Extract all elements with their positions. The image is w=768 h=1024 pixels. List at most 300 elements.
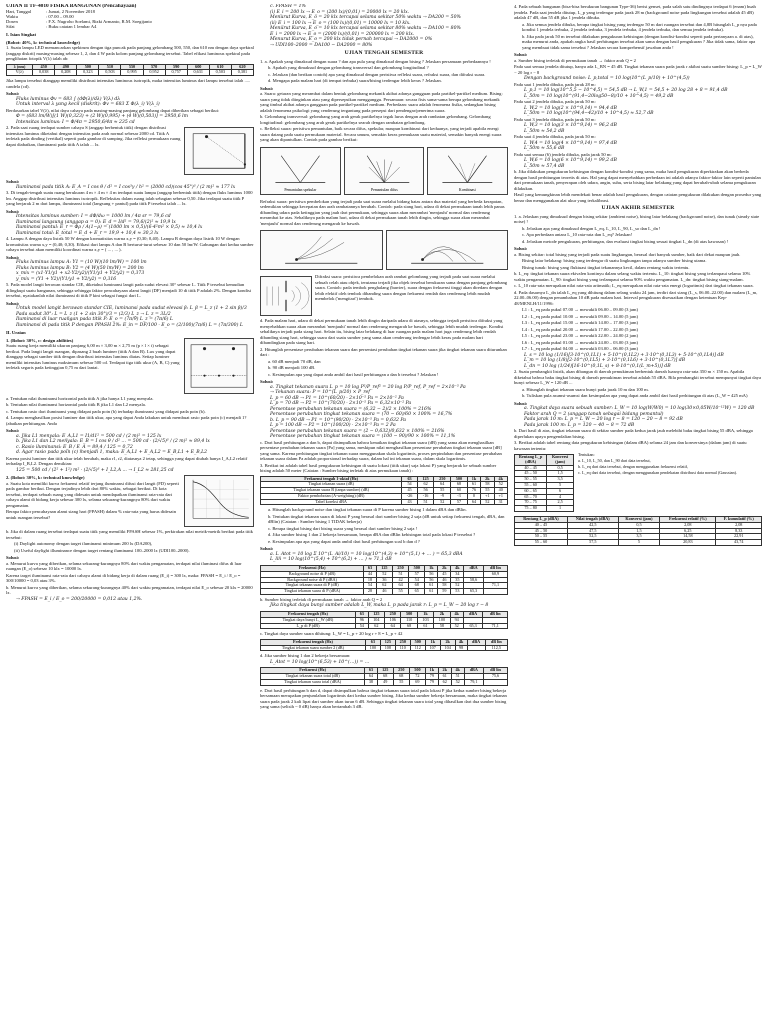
reflection-combined-figure xyxy=(427,147,508,195)
question-part: c. Jelaskan (dan berikan contoh) apa yang dimaksud dengan peristiwa refleksi suara, refraksi suara, dan difraksi suara. xyxy=(268,71,486,77)
solution-text: a. Menurut kurva yang diberikan, selama sekurang-kurangnya 80% dari waktu pengamatan, terdapat nilai iluminasi difus di luar ruangan (E_o) sebesar 10 klx = 10000 lx. xyxy=(6,560,242,572)
equation: Menurut Kurva, E_o = 20 klx tercapai selama sekitar 50% waktu → DA200 = 50% xyxy=(270,15,461,20)
table-header-cell: dBA xyxy=(463,611,483,617)
question-part: a. Jika semua jendela dibuka, berapa tingkat bising yang terdengar 50 m dari ruangan tersebut dan 4,8B hitunglah L_p nya pada kondisi 1 jendela terbuka, 2 jendela terbuka, 3 jendela terbuka, 4 jendela terbuka, dan semua jendela terbuka). xyxy=(522,21,757,32)
table-cell: 0,5 xyxy=(547,465,574,471)
table-cell: 79,1 xyxy=(464,680,483,686)
solution-text: d. Pada malam hari, udara di dekat permukaan tanah lebih dingin daripada udara di atasnya, sehingga terjadi peristiwa difraksi yang menyebabkan suara akan merambat 'menjauhi' normal dan cenderung mengarah ke bawah, sehingga lebih mudah terdengar. Kondisi sebaliknya terjadi pada siang hari. Selain itu, bising latar belakang di luar ruangan pada malam hari juga cenderung lebih rendah dibanding siang hari, sehingga suara dari suatu sumber yang sama akan cenderung terdengar lebih keras pada malam hari dibandingkan pada siang hari. xyxy=(260,318,504,345)
table-cell: 96 xyxy=(355,617,368,623)
list-item: L5 : L_eq pada pukul 23.00 → mewakili 22.00 – 24.00 (2 jam) xyxy=(522,333,638,338)
equation: Iluminansi di pada titik P dengan PPASH 2%: E_in = DF/100 · E_o = (2/100)(7π/6) L = (7π/300) L xyxy=(16,322,243,328)
table-header-cell: dB lin xyxy=(483,668,507,674)
question-part: d. Jelaskan metode pengukuran, perhitungan, dan evaluasi tingkat bising sesuai tingkat L_dn (di atas kawasan) ! xyxy=(522,238,729,244)
source-2-table xyxy=(260,639,508,652)
table-cell: 64 xyxy=(467,499,480,505)
question-part: (ii) Useful daylight illuminance dengan target rentang iluminansi 100–2000 lx (UDI100–2000). xyxy=(14,547,190,553)
table-header-cell: 63 xyxy=(365,639,380,645)
table-header-cell: 4k xyxy=(451,565,464,571)
table-cell: 68 xyxy=(409,583,425,589)
table-cell: 0,208 xyxy=(55,70,77,76)
equation: L_50m = 10 log(10^(94,4−42)/10 + 10^4,5) ≈ 52,7 dB xyxy=(524,111,654,116)
solution-text: b. Gelombang transversal: gelombang yang arah gerak partikelnya tegak lurus dengan arah rambatan gelombang. Gelombang longitudinal: gelombang yang arah gerak partikelnya searah dengan rambatan gelombang. xyxy=(260,114,491,125)
question-7-block xyxy=(6,473,254,529)
solution-heading: Solusi: xyxy=(6,555,20,561)
equation: Faktor arah Q = 2 (anggap tanah sebagai bidang pemantul) xyxy=(524,411,664,417)
table-header-cell: dB lin xyxy=(483,565,507,571)
table-header-cell: λ (nm) xyxy=(7,64,33,70)
table-cell: 51 xyxy=(451,674,464,680)
table-cell: 40 xyxy=(494,488,507,494)
column-middle xyxy=(260,4,508,1020)
table-header-cell: 2k xyxy=(434,611,450,617)
table-cell: 55 xyxy=(481,488,494,494)
table-cell: 3,5 xyxy=(547,477,574,483)
reflection-specular-figure xyxy=(260,147,341,195)
question-text: 2. Hitunglah persentase perubahan tekanan suara dan persentasi perubahan tingkat tekanan suara jika tingkat tekanan suara diturunkan dari : xyxy=(260,346,507,357)
question-weight: (Bobot: 40%, k: technical knowledge) xyxy=(6,39,80,45)
solution-text: b. L_eq: tingkat tekanan suara ekivalen kontinyu dalam selang waktu tertentu. L_10: tingkat bising yang terlampaui selama 10% waktu pengamatan. L_90: tingkat bising yang terlampaui selama 90% waktu pengamatan. L_dn: tingkat bising siang-malam. xyxy=(514,271,751,282)
table-row xyxy=(515,540,762,546)
question-text: 5. Pada model langit berawan standar CIE, diketahui luminansi langit pada sudut elevasi 30° sebesar L. Titik P tersebut kemudian dilingkupi suatu bangunan, sehingga sehingga faktor pencahayaan alami langit (DF) menjadi 10 di titik P adalah 2%. Dengan kondisi tersebut, nyatakanlah nilai iluminansi di titik P kini sebagai fungsi dari L. xyxy=(6,282,252,299)
question-part: e. Kesimpulan apa apa yang dapat anda ambil dari hasil perhitungan soal b dan d ? xyxy=(268,538,420,544)
table-cell: 56 xyxy=(425,577,438,583)
table-cell: 58 xyxy=(438,583,451,589)
table-cell: 55 xyxy=(392,589,408,595)
equation: Fluks luminus Φv = 683 ∫ (dΦ(λ)/dλ) V(λ) dλ xyxy=(16,96,121,102)
solution-text: a. Bising sekitar: total bising yang terjadi pada suatu lingkungan, berasal dari banyak sumber, baik dari dekat maupun jauh. xyxy=(514,251,741,257)
table-cell: 55 xyxy=(434,488,451,494)
table-cell: 53 xyxy=(451,589,464,595)
table-cell: 61 xyxy=(467,482,480,488)
table-header-cell: 570 xyxy=(143,64,165,70)
table-cell: 110 xyxy=(401,617,417,623)
section-heading: II. Uraian xyxy=(6,330,26,336)
equation: 125 = 500 cd / (2² + 1²) m² · (2/√5)³ + I_L2,A ... → I_L2 ≈ 281,25 cd xyxy=(16,467,174,473)
solution-text: Hasil yang kemungkinan lebih mendekati benar adalah hasil pengukuran, dengan catatan pengukuran dilakukan dengan prosedur yang benar dan menggunakan alat ukur yang terkalibrasi. xyxy=(514,192,762,203)
table-cell: 54 xyxy=(409,577,425,583)
list-item: L3 : L_eq pada pukul 15.00 → mewakili 14.00 – 17.00 (3 jam) xyxy=(522,320,638,325)
question-part: (i) Daylight autonomy dengan target iluminansi minimum 200 lx (DA200), xyxy=(14,541,153,547)
solution-text: Refraksi suara: peristiwa pembelokan yang terjadi pada saat suara melalui bidang batas antara dua material yang berbeda kerapatan, sedemikian sehingga kecepatan dan arah rambatannya berubah. Contoh: pada siang hari, udara di dekat permukaan tanah lebih panas dibanding udara pada ketinggian yang jauh dari permukaan, sehingga suara akan merambat 'menjauhi' normal dan cenderung merambat ke atas. Sebaliknya pada malam hari, udara di dekat permukaan tanah lebih dingin, sehingga suara akan merambat 'menjauhi' normal dan cenderung mengarah ke bawah. xyxy=(260,198,505,226)
table-cell: 65 xyxy=(409,589,425,595)
question-part: d. Mengapa pada malam hari (di tempat terbuka) suara/bising terdengar lebih keras ? Jelaskan. xyxy=(268,78,442,83)
table-cell: 54 xyxy=(355,623,368,629)
list-item: a. L_10, L_50, dan L_90 dari data tersebut, xyxy=(578,458,651,463)
table-cell: 0,038 xyxy=(33,70,55,76)
table-cell: 14,58 xyxy=(660,534,716,540)
table-cell: 60 xyxy=(451,488,468,494)
header-key: Dosen xyxy=(6,19,18,24)
equation: Fluks luminus lampu B: Y2 = (4 W)(50 lm/W) = 200 lm xyxy=(16,265,144,271)
solution-heading: Solusi: xyxy=(6,179,20,185)
table-cell: 40 – 45 xyxy=(515,465,547,471)
question-part: d. Lampu menghasilkan posisi luminer dan titik ukur, apa yang dapat Anda lakukan untuk membuat rasio pada poin (c) menjadi 1? (abaikan perhitungan. Anda xyxy=(6,415,247,426)
reflection-figures xyxy=(260,145,508,197)
table-cell: 94 xyxy=(450,617,463,623)
table-cell: 51 xyxy=(417,499,434,505)
table-cell: 57,5 xyxy=(567,540,618,546)
table-cell: 34 xyxy=(451,571,464,577)
equation: L_dn = 10 log (1/24)[16·10^(0,1L_s) + 8·10^(0,1(L_m+5))] dB xyxy=(524,363,671,369)
table-cell: 68 xyxy=(377,674,393,680)
table-header-cell: Konversi (jam) xyxy=(547,455,574,466)
solution-heading: Solusi: xyxy=(260,546,274,552)
table-cell: -26 xyxy=(402,493,417,499)
table-header-cell: 500 xyxy=(401,611,417,617)
table-cell xyxy=(483,589,507,595)
diffraction-figure xyxy=(260,276,312,316)
table-cell: -9 xyxy=(434,493,451,499)
equation: d. Agar rasio pada poin (c) menjadi 1, maka: E_A,L1 + E_A,L2 = E_B,L1 + E_B,L2 xyxy=(16,450,208,456)
table-header-cell: 2k xyxy=(481,476,494,482)
table-header-cell: 1k xyxy=(425,565,438,571)
table-cell: 52 xyxy=(494,482,507,488)
table-cell: Tingkat tekanan suara B (tanpa sumber) (dB) xyxy=(261,488,402,494)
table-cell: 51 xyxy=(392,571,408,577)
table-cell: Tingkat tekanan suara (dB) xyxy=(261,482,402,488)
table-row xyxy=(515,506,574,512)
window-cases xyxy=(514,82,762,170)
list-item: L6 : L_eq pada pukul 01.00 → mewakili 24.00 – 03.00 (3 jam) xyxy=(522,339,638,345)
table-header-cell: dB lin xyxy=(483,611,508,617)
equation: L_50m ≈ 55,6 dB xyxy=(524,146,565,151)
table-header-cell: dBA xyxy=(464,668,483,674)
equation: L_W,6 = 10 log(6 × 10^9,14) = 99,2 dB xyxy=(524,158,617,163)
question-text: 3. Berikut adalah tabel rentang data pengukuran kebisingan (dalam dBA) selama 24 jam dan konversinya (dalam jam) di suatu kawasan tertentu: xyxy=(514,440,747,451)
table-cell: 5 xyxy=(618,540,660,546)
table-cell: 55 – 60 xyxy=(515,540,568,546)
background-noise-table xyxy=(260,565,508,595)
table-cell: 62 xyxy=(368,623,384,629)
table-header-cell: 4k xyxy=(450,611,463,617)
table-cell: 62 xyxy=(438,680,451,686)
question-text: 2. Pada saat ruang terdapat sumber cahaya S (anggap berbentuk titik) dengan distribusi intensitas luminus diketahui dengan intensitas pada arah normal sebesar 2000 cd. Titik A terletak pada dinding (vertikal) seperti pada gambar di samping. Jika refleksi permukaan ruang dapat diabaikan, iluminansi pada titik A ialah ... lx. xyxy=(6,125,181,147)
table-cell: 8,33 xyxy=(716,528,762,534)
header-value: : 07.00 – 09.00 xyxy=(46,14,74,19)
solution-heading: Solusi: xyxy=(260,85,274,91)
table-cell: 110 xyxy=(395,645,410,651)
equation: Iluminansi total: E_total = E_d + E_r = 19,9 + 10,4 ≈ 30,3 lx xyxy=(16,230,159,236)
refraction-night xyxy=(387,231,508,269)
table-cell: 36 xyxy=(376,577,392,583)
reflection-specular xyxy=(261,148,340,194)
solution-text: b. Sumber bising terletak di permukaan tanah → faktor arah Q = 2 xyxy=(260,596,383,602)
table-header-cell: 1k xyxy=(425,668,438,674)
question-part: b. Jelaskan apa yang dimaksud dengan L_eq, L_10, L_90, L_so dan L_dn ! xyxy=(522,225,661,231)
solution-heading: Solusi: xyxy=(260,379,274,384)
table-header-cell: 125 xyxy=(417,476,434,482)
table-header-cell: 500 xyxy=(410,639,425,645)
table-cell: 43 xyxy=(402,499,417,505)
table-header-cell: 610 xyxy=(209,64,231,70)
table-cell: 64 xyxy=(392,583,408,589)
table-cell: 45 – 50 xyxy=(515,528,568,534)
table-header-cell: dBA xyxy=(464,565,483,571)
equation: L_p = 60 dB → P1 = 10^(60/20) · 2×10⁻⁵ Pa = 2×10⁻² Pa xyxy=(270,395,404,401)
question-text: 1. a. Apakah yang dimaksud dengan suara ? dan apa pula yang dimaksud dengan bising ? Jelaskan persamaan perbedaannya ! xyxy=(260,58,491,64)
table-cell: 79 xyxy=(425,674,438,680)
table-cell: 100 xyxy=(434,617,450,623)
table-cell: 35 xyxy=(451,577,464,583)
table-cell: 64 xyxy=(434,482,451,488)
table-cell: 72 xyxy=(409,674,425,680)
table-cell: 103 xyxy=(417,617,433,623)
solution-heading: Solusi: xyxy=(514,246,528,251)
equation: Iluminansi langsung (anggap α = 0): E_d = I/d² = 79,6/(2)² ≈ 19,9 lx xyxy=(16,219,176,225)
table-cell: 50 – 55 xyxy=(515,534,568,540)
table-cell: 65,3 xyxy=(463,623,483,629)
table-cell: 0,995 xyxy=(121,70,143,76)
solution-heading: Solusi: xyxy=(6,208,20,214)
table-cell: 58 xyxy=(481,482,494,488)
table-header-cell: 500 xyxy=(77,64,99,70)
table-cell: +1 xyxy=(481,493,494,499)
solution-text: a. Suara: getaran yang merambat dalam bentuk gelombang mekanik akibat adanya gangguan pada partikel-partikel medium. Bising: suara yang tidak diinginkan atau yang dipersepsikan mengganggu. Persamaan: secara fisis sama-sama berupa gelombang mekanik yang timbul akibat adanya gangguan pada partikel-partikel medium. Perbedaan: suara adalah fenomena fisika, sedangkan bising adalah fenomena psikologi yang cenderung tergantung pada persepsi dari pendengar/penerima suara. xyxy=(260,91,503,113)
question-weight: 2. (Bobot: 30%, k: technical knowledge) xyxy=(6,475,85,481)
column-right xyxy=(514,4,762,1020)
total-noise-table xyxy=(260,667,508,685)
question-part: a. Hitunglah tingkat tekanan suara bunyi pada jarak 10 m dan 100 m. xyxy=(522,386,649,392)
table-cell: 0,323 xyxy=(77,70,99,76)
equation: → UDI100–2000 = DA100 − DA2000 = 80% xyxy=(270,42,373,48)
question-3-tasks xyxy=(578,452,762,514)
solution-text: Bising latar belakang: bising yang terdengar di suatu lingkungan tanpa adanya sumber bising utama. xyxy=(522,258,707,263)
table-cell: 52 xyxy=(376,571,392,577)
table-cell: Background noise di P (dB) xyxy=(261,571,364,577)
solution-text: a. Sumber bising terletak di permukaan tanah → faktor arah Q = 2 xyxy=(514,57,636,63)
table-cell: Tingkat tekanan suara di P (dBA) xyxy=(261,589,364,595)
equation: Iluminansi pada titik A: E_A = I cos θ / d² = I cos³γ / h² = (2000 cd)(cos 45°)³ / (2 m)² ≈ 177 lx xyxy=(16,184,236,190)
table-cell: V(λ) xyxy=(7,70,33,76)
solution-text: c. Dari hasil perhitungan a dan b, dapat disimpulkan bahwa kenaikan tingkat tekanan suara (dB) yang sama akan menghasilkan persentase perubahan tekanan suara [Pa] yang sama, meskipun nilai menghasilkan persentase perubahan tingkat tekanan suara [dB] yang sama. Karena perhitungan tingkat tekanan suara menggunakan skala logaritmis, proses perpindahan dan persentase perubahan tekanan suara dalam Pa adalah proporsional terhadap suara, dalam hal ini tekanan suara, dalam skala logaritmis. xyxy=(260,439,502,461)
table-cell xyxy=(467,645,485,651)
table-cell: 52 xyxy=(451,583,464,589)
case-title: Pada saat 4 jendela dibuka, pada jarak 50 m: xyxy=(514,134,596,139)
case-title: Pada saat 2 jendela dibuka, pada jarak 50 m: xyxy=(514,99,596,104)
table-header-cell: 250 xyxy=(434,476,451,482)
equation: a. Tingkat tekanan suara L_p = 10 log P²/P_ref² = 20 log P/P_ref, P_ref = 2×10⁻⁵ Pa xyxy=(270,384,466,390)
table-cell: 49 xyxy=(377,680,393,686)
solution-text: Pada saat semua jendela ditutup, hanya ada L_BN = 45 dB. Tingkat tekanan suara pada jarak r akibat suatu sumber bising: L_p = L_W − 20 log r − 8 xyxy=(514,64,762,75)
equation: → FPASH = E_i / E_o = 200/20000 = 0,012 atau 1,2%. xyxy=(16,596,143,602)
solution-text: d. Jika sumber bising 1 dan 2 bekerja bersamaan: xyxy=(260,653,351,659)
equation: c. FPASH = 1% xyxy=(270,4,306,9)
table-cell: Faktor pembobotan (A-weighting) (dB) xyxy=(261,493,402,499)
case-title: Pada saat 1 jendela dibuka, pada jarak 28 m: xyxy=(514,81,596,87)
table-cell: 45 – 50 xyxy=(515,471,547,477)
equation: y_mix = (Y1 + Y2)/(Y1/y1 + Y2/y2) = 0,316 xyxy=(16,276,117,282)
table-cell: Tingkat daya bunyi L_W (dB) xyxy=(261,617,356,623)
table-cell: 57 xyxy=(409,571,425,577)
table-cell: 0,5 xyxy=(618,522,660,528)
refraction-day xyxy=(261,231,382,269)
table-cell: 20,83 xyxy=(660,540,716,546)
table-cell: 55 – 60 xyxy=(515,482,547,488)
table-header-cell: 63 xyxy=(365,668,377,674)
table-cell: 18 xyxy=(364,577,377,583)
table-header-cell: 63 xyxy=(355,611,368,617)
table-cell: 58 xyxy=(434,623,450,629)
refraction-day-figure xyxy=(260,230,383,270)
equation: b. Jika L1 dan L2 menyala: E_B = I cos θ / d² … = 500 cd · (2/√5)³ / (2 m)² ≈ 89,4 lx xyxy=(16,439,210,445)
table-header-cell: Frekuensi relatif (%) xyxy=(660,516,716,522)
table-header-cell: Frekuensi (Hz) xyxy=(261,565,364,571)
table-cell: 61 xyxy=(417,623,433,629)
question-text: a. Suatu kota memiliki kurva frekuensi relatif terjang iluminansi difusi dari langit (FD) seperti pada gambar berikut. Dengan terjadinya lebih dari 80% waktu, sebagai berikut. Di kota tersebut, terdapat sebuah ruang yang didesain untuk mendapatkan iluminansi rata-rata dari cahaya alami di bidang kerja sebesar 300 lx, selama sekurang-kurangnya 80% dari waktu pengamatan. xyxy=(6,480,179,508)
question-3-block xyxy=(514,452,762,514)
table-header-cell: Rentang L_p (dBA) xyxy=(515,516,568,522)
reflection-diffuse-figure xyxy=(344,147,425,195)
table-cell: 52 xyxy=(451,680,464,686)
table-cell: 104 xyxy=(368,617,384,623)
equation: a. Jika L1 menyala: E_A,L1 = I1/d1² = 500 cd / (2 m)² = 125 lx xyxy=(16,433,162,439)
equation: Persentase perubahan tingkat tekanan suara = (100 − 90)/90 × 100% = 11,1% xyxy=(270,434,456,439)
table-cell: 42,5 xyxy=(567,522,618,528)
solution-heading: Solusi: xyxy=(6,300,20,306)
table-cell: 68 xyxy=(393,674,409,680)
table-cell: 0,503 xyxy=(209,70,231,76)
question-text: 4. Lampu A dengan daya listrik 50 W dengan kromatisitas warna x,y = (0,30; 0,40). Lampu B dengan daya listrik 10 W dengan kromatisitas warna x,y = (0,40; 0,30). Efikasi dari lampu A dan B berturut-turut sebesar 10 dan 50 lm/W. Gabungan dari kedua sumber cahaya tersebut akan memiliki koordinat warna x,y = ( ... , ... ). xyxy=(6,236,254,253)
frequency-curve xyxy=(185,476,253,526)
table-header-cell: Frekuensi tengah (Hz) xyxy=(261,639,366,645)
table-cell: 43,74 xyxy=(716,540,762,546)
table-header-cell: 125 xyxy=(368,611,384,617)
equation: L_p,1 = 10 log(10^5,5 − 10^4,5) = 54,5 dB → L_W,1 = 54,5 + 20 log 28 + 8 = 91,4 dB xyxy=(524,88,728,93)
diffraction-block xyxy=(260,274,508,318)
table-cell: 50 – 55 xyxy=(515,477,547,483)
question-weight: 1. (Bobot: 30%, c: design abilities) xyxy=(6,337,74,343)
table-header-cell: Frekuensi tengah 1-oktaf (Hz) xyxy=(261,476,402,482)
table-cell: 46 xyxy=(376,589,392,595)
table-header-cell: 500 xyxy=(409,565,425,571)
solution-text: Difraksi suara: peristiwa pembelokan arah rambat gelombang yang terjadi pada saat suara melalui sebuah celah atau objek, terutama terjadi jika objek tersebut berukuran sama dengan panjang gelombang suara. Contoh: pada tembok penghalang (barrier), suara dengan frekuensi tinggi akan diredam dengan lebih efektif oleh tembok dibanding suara dengan frekuensi rendah dan cenderung lebih mudah membelok ('mengitari') tembok. xyxy=(315,274,508,301)
table-cell: 57 xyxy=(451,499,468,505)
equation: (i) E_i = 200 lx → E_o = (200 lx)/(0,01) = 20000 lx = 20 klx. xyxy=(270,9,410,15)
header-key: Sifat xyxy=(6,24,15,29)
table-header-cell: 1k xyxy=(417,611,433,617)
equation: L_W,3 = 10 log(3 × 10^9,14) = 96,2 dB xyxy=(524,123,617,128)
table-cell: 71,1 xyxy=(483,583,507,589)
table-header-cell: 250 xyxy=(395,639,410,645)
table-cell: 68 xyxy=(401,623,417,629)
solution-heading: Solusi: xyxy=(6,254,20,260)
table-header-cell: 490 xyxy=(55,64,77,70)
table-cell: 0,381 xyxy=(231,70,253,76)
table-header-cell: 125 xyxy=(377,668,393,674)
table-header-cell: 63 xyxy=(402,476,417,482)
table-cell: 6,25 xyxy=(660,528,716,534)
equation: L_lin = 10 log(10^(5,4) + 10^(6,2) + … ) ≈ 71,1 dB xyxy=(270,557,392,563)
question-part: b. Tuliskan pula asumsi-asumsi dan kesimpulan apa yang dapat anda ambil dari hasil perhitungan di atas (L_W = 425 mA) xyxy=(522,393,748,398)
question-text: Suatu ruang kerja memiliki ukuran panjang 6,00 m × 3,00 m × 2,75 m (p × l × t) sebagai berikut. Pada langit langit ruangan, dipasang 2 buah luminer (titik A dan B). Lux yang dapat dianggap sebagai sumber titik dengan distribusi intensitas luminus diatas. Setiap luminer memiliki intensitas luminus maksimum sebesar 500 cd. Terdapat tiga titik ukur (A, B, C) yang terletak segaris pada ketinggian 0,75 m dari lantai. xyxy=(6,343,180,371)
table-cell: 0,631 xyxy=(187,70,209,76)
refraction-figures xyxy=(260,228,508,272)
table-header-cell: 1k xyxy=(467,476,480,482)
equation: → Tekanan suara: P = 10^(L_p/20) × P_ref xyxy=(270,390,370,395)
question-text: 2. Suatu pembangkit listrik, akan dibangun di daerah pemukiman berbentuk daerah luasnya rata-rata 350 m × 150 m. Apabila diketahui bahwa baku tingkat bising di daerah pemukiman tersebut adalah 55 dBA. Bila pembangkit tersebut mempunyai tingkat daya bunyi sebesar L_W = 120 dB ... xyxy=(514,369,761,385)
solution-text: d. Pada dasarnya L_dn ialah L_eq yang dihitung dalam selang waktu 24 jam, terdiri dari siang (L_s, 06.00–22.00) dan malam (L_m, 22.00–06.00) dengan penambahan 10 dB pada malam hari. Interval pengukuran disesuaikan dengan ketentuan Kep-48/MENLH/11/1996: xyxy=(514,289,758,306)
table-cell: 59 xyxy=(438,589,451,595)
equation: Iluminansi di luar ruangan pada titik P: E_o = (7π/9) L_z = (7π/6) L xyxy=(16,317,173,323)
table-cell: 70 – 75 xyxy=(515,500,547,506)
table-cell: Tingkat tekanan suara sumber 2 (dB) xyxy=(261,645,366,651)
figure-caption: Kombinasi xyxy=(459,187,477,192)
question-part: c. Berapa tingkat bising dari bising suara yang berasal dari sumber bising 2 saja ! xyxy=(268,525,418,531)
table-cell: 1,5 xyxy=(547,471,574,477)
table-cell: 62 xyxy=(376,583,392,589)
table-cell: 55 xyxy=(393,680,409,686)
equation: L_p = 100 dB → P2 = 10^(100/20) · 2×10⁻⁵ Pa = 2 Pa xyxy=(270,423,396,428)
noise-measurement-table xyxy=(260,476,508,506)
table-header-cell: 620 xyxy=(231,64,253,70)
table-cell: 45 xyxy=(402,488,417,494)
question-text: 3. Berikut ini adalah tabel hasil pengukuran kebisingan di suatu lokasi (titik ukur) saja lokasi P) yang berjarak ke sebuah sumber bising adalah 50 meter (Catatan : Sumber bising terletak di atas permukaan tanah) : xyxy=(260,462,497,473)
table-header-row xyxy=(515,455,574,466)
table-header-cell: 250 xyxy=(392,565,408,571)
table-cell: 76 xyxy=(467,488,480,494)
column-left xyxy=(6,4,254,1020)
table-cell: 62 xyxy=(417,482,434,488)
solution-heading: Solusi: xyxy=(514,52,528,57)
table-cell: 46 xyxy=(438,577,451,583)
table-header-cell: F. kumulatif (%) xyxy=(716,516,762,522)
question-part: c. Kesimpulan apa yang dapat anda ambil dari hasil perhitungan a dan b tersebut ? Jelaskan ! xyxy=(268,371,439,377)
equation: Jika tingkat daya bunyi sumber adalah L_W, maka L_p pada jarak r: L_p = L_W − 20 log r − 8 xyxy=(270,603,489,609)
equation: Untuk interval λ yang kecil (diskrit): Φv = 683 Σ Φ(λ_i) V(λ_i) xyxy=(16,102,160,108)
table-cell: 5 xyxy=(547,482,574,488)
solution-text: b. Jika dilakukan pengukuran kebisingan dengan kondisi-kondisi yang sama, maka hasil pengukuran diperkirakan akan berbeda dengan hasil perhitungan teoretis di atas. Hal yang dapat menyebabkan perbedaan ini adalah adanya faktor-faktor lain seperti pantulan dari permukaan tanah, penyerapan oleh udara, angin, suhu, serta bising latar belakang yang dapat berubah-ubah selama pengukuran dilakukan. xyxy=(514,169,761,191)
table-cell: 104 xyxy=(440,645,455,651)
table-cell: 0 xyxy=(467,493,480,499)
table-cell: 64 xyxy=(385,623,401,629)
sound-power-table xyxy=(260,611,508,629)
table-header-cell: 63 xyxy=(364,565,377,571)
equation: L_50m = 10 log(10^(91,4−20log50−8)/10 + 10^4,5) = 49,2 dB xyxy=(524,93,674,99)
question-part: c. Tentukan rasio dari iluminansi yang didapat pada poin (b) terhadap iluminansi yang didapat pada poin (b). xyxy=(6,408,206,414)
table-header-cell: Rentang L_p (dBA) xyxy=(515,455,547,466)
question-6-block xyxy=(6,336,254,396)
room-diagram-figure xyxy=(184,127,254,175)
equation: Untuk model langit berawan standar CIE, luminansi pada sudut elevasi β: L_β = L_z (1 + 2 sin β)/3 xyxy=(16,306,247,312)
table-header-cell: 4k xyxy=(494,476,507,482)
list-item: L7 : L_eq pada pukul 04.00 → mewakili 03.00 – 06.00 (3 jam) xyxy=(522,346,638,351)
question-part: b. Jika pada jarak 50 m tersebut dilakukan pengukuran kebisingan (dengan kondisi-kondisi seperti pada pertanyaan a. di atas), maka menurut anda, apakah angka hasil perhitungan tersebut akan sama dengan hasil pengukuran ? Jika tidak sama, faktor apa yang membuat tidak sama tersebut ? Jelaskan secara komprehensif jawaban anda ! xyxy=(522,33,756,50)
figure-caption: Pemantulan spekular xyxy=(284,187,317,192)
table-cell: 38 xyxy=(365,680,377,686)
equation: b. L_p = 90 dB → P1 = 10^(90/20) · 2×10⁻⁵ Pa = 0,632 Pa xyxy=(270,417,406,423)
equation: Dengan background noise: L_p,total = 10 log(10^(L_p/10) + 10^(4,5)) xyxy=(524,76,690,81)
list-item: c. L_eq dari data tersebut, dengan menggunakan pendekatan distribusi data normal (Gaussian). xyxy=(578,470,738,475)
table-row xyxy=(261,589,508,595)
v-lambda-table xyxy=(6,64,254,77)
table-cell: 68 xyxy=(451,482,468,488)
table-cell: L_p di P (dB) xyxy=(261,623,356,629)
equation: (ii) E_i = 100 lx → E_o = (100 lx)/(0,01) = 10000 lx = 10 klx. xyxy=(270,20,411,26)
question-part: b. Jika di dalam ruang tersebut terdapat suatu titik yang memiliki FPASH sebesar 1%, perkirakan nilai metrik-metrik berikut pada titik tersebut: xyxy=(6,529,253,540)
table-header-cell: Konversi (jam) xyxy=(618,516,660,522)
luminaire-layout-figure xyxy=(184,338,254,394)
table-cell: 1 xyxy=(547,506,574,512)
table-cell: 2,5 xyxy=(547,500,574,506)
figure-caption: Pemantulan difus xyxy=(370,187,398,192)
solution-text: c. Refleksi suara: peristiwa pemantulan, baik secara difus, spekular, maupun kombinasi dari keduanya, yang terjadi apabila energi suara datang pada suatu permukaan material. Secara umum, semakin keras permukaan suatu material, semakin banyak energi suara yang akan dipantulkan. Contoh pada gambar berikut: xyxy=(260,126,502,142)
exam-title: UJIAN II TF-4010 FISIKA BANGUNAN (Pencahayaan) xyxy=(6,4,137,9)
section-title: UJIAN TENGAH SEMESTER xyxy=(344,50,424,56)
table-header-cell: 590 xyxy=(165,64,187,70)
table-cell: Tabel koreksi dBA xyxy=(261,499,402,505)
question-part: b. Tentukan tingkat tekanan suara di lokasi P yang berasal dari sumber bising 2 saja (dB untuk setiap frekuensi tengah, dBA, dan dBlin) (Catatan : Sumber bising 1 TIDAK bekerja) xyxy=(268,513,505,525)
question-part: a. Hitunglah background noise dan tingkat tekanan suara di P karena sumber bising 1 dalam dBA dan dBlin. xyxy=(268,507,467,513)
